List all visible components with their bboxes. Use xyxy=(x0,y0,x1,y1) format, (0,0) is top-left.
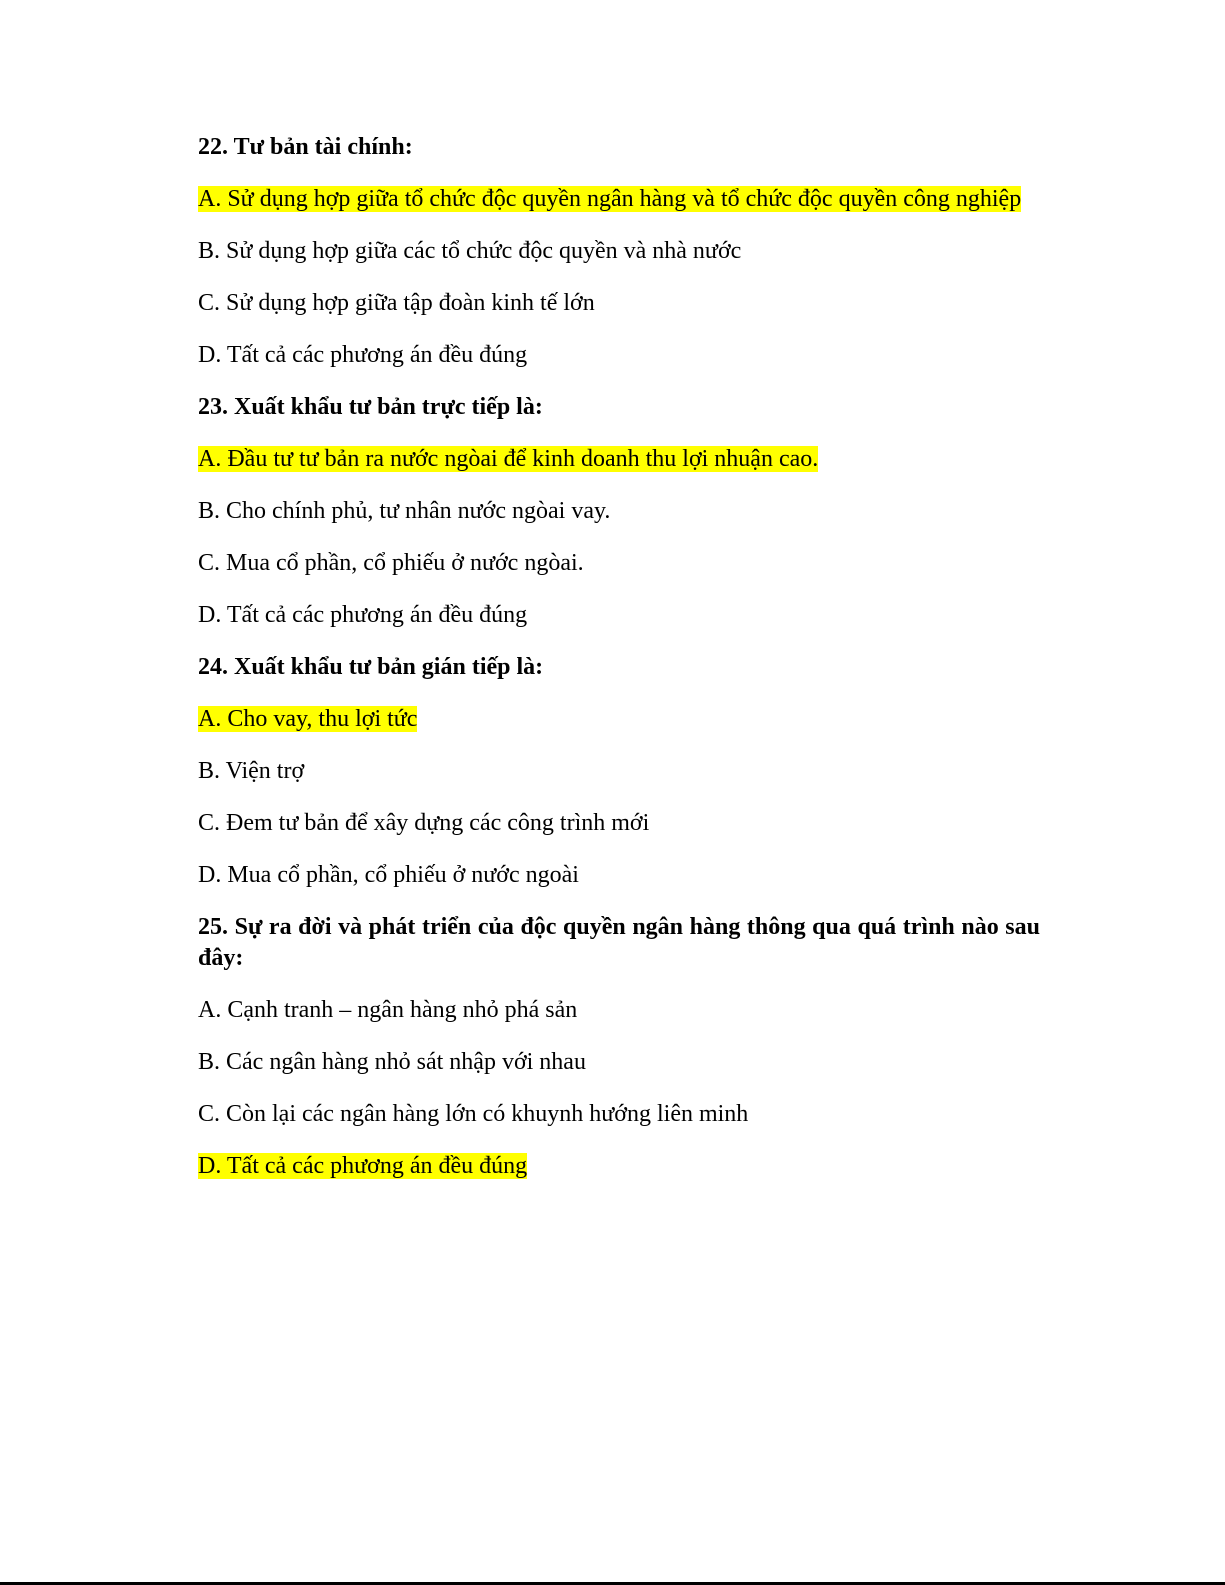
answer-option-b: B. Cho chính phủ, tư nhân nước ngòai vay. xyxy=(198,498,611,524)
highlighted-answer: A. Sử dụng hợp giữa tổ chức độc quyền ngân hàng và tổ chức độc quyền công nghiệp xyxy=(198,186,1022,212)
highlighted-answer: A. Đầu tư tư bản ra nước ngòai để kinh doanh thu lợi nhuận cao. xyxy=(198,446,819,472)
question-block xyxy=(198,652,1040,891)
answer-option-b: B. Sử dụng hợp giữa các tổ chức độc quyền và nhà nước xyxy=(198,238,742,264)
answer-option-a xyxy=(198,704,1040,735)
answer-option-a xyxy=(198,184,1040,215)
answer-option-b: B. Viện trợ xyxy=(198,758,305,784)
question-title: 24. Xuất khẩu tư bản gián tiếp là: xyxy=(198,654,544,680)
question-title: 22. Tư bản tài chính: xyxy=(198,134,413,160)
answer-option-d: D. Tất cả các phương án đều đúng xyxy=(198,602,528,628)
answer-option-d: D. Mua cổ phần, cổ phiếu ở nước ngoài xyxy=(198,862,579,888)
answer-option-c: C. Sử dụng hợp giữa tập đoàn kinh tế lớn xyxy=(198,290,595,316)
document-page xyxy=(198,132,1040,1203)
answer-option-a xyxy=(198,444,1040,475)
answer-option-c: C. Đem tư bản để xây dựng các công trình mới xyxy=(198,810,650,836)
question-block xyxy=(198,912,1040,1182)
question-title: 25. Sự ra đời và phát triển của độc quyền ngân hàng thông qua quá trình nào sau đây: xyxy=(198,914,1040,971)
answer-option-c: C. Mua cổ phần, cổ phiếu ở nước ngòai. xyxy=(198,550,584,576)
highlighted-answer: A. Cho vay, thu lợi tức xyxy=(198,706,418,732)
answer-option-b: B. Các ngân hàng nhỏ sát nhập với nhau xyxy=(198,1049,586,1075)
answer-option-d xyxy=(198,1151,1040,1182)
highlighted-answer: D. Tất cả các phương án đều đúng xyxy=(198,1153,528,1179)
question-block xyxy=(198,392,1040,631)
answer-option-a: A. Cạnh tranh – ngân hàng nhỏ phá sản xyxy=(198,997,578,1023)
question-block xyxy=(198,132,1040,371)
answer-option-c: C. Còn lại các ngân hàng lớn có khuynh hướng liên minh xyxy=(198,1101,749,1127)
question-title: 23. Xuất khẩu tư bản trực tiếp là: xyxy=(198,394,543,420)
answer-option-d: D. Tất cả các phương án đều đúng xyxy=(198,342,528,368)
